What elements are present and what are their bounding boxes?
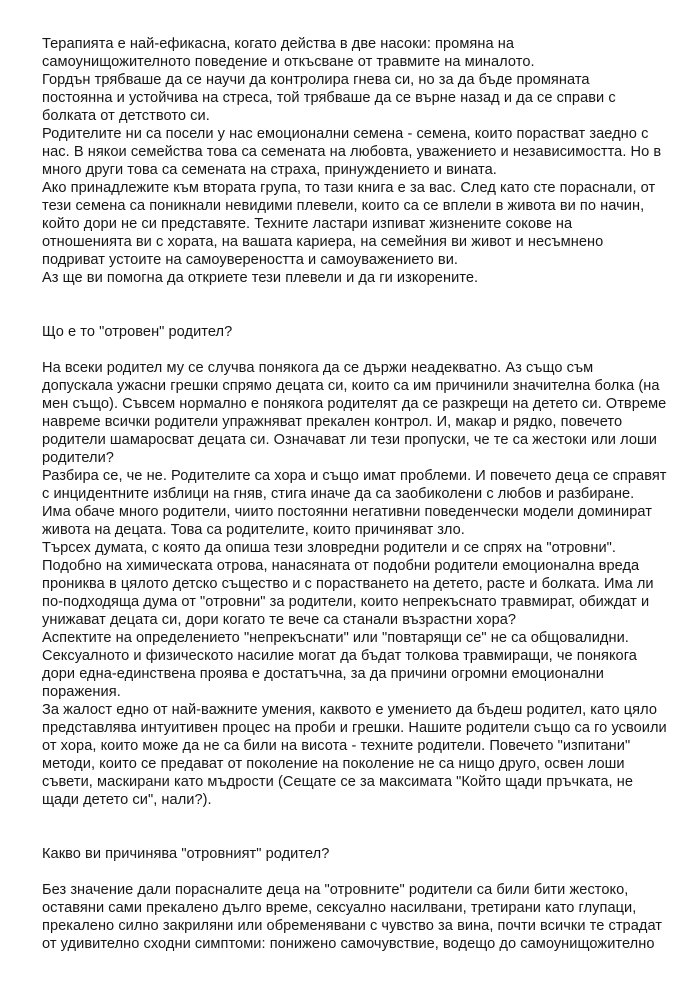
text-line: навреме всички родители упражняват прекален контрол. И, макар и рядко, повечето xyxy=(42,414,623,430)
text-line: от удивително сходни симптоми: понижено самочувствие, водещо до самоунищожително xyxy=(42,936,655,952)
text-line: Гордън трябваше да се научи да контролира гнева си, но за да бъде промяната xyxy=(42,72,590,88)
text-line: На всеки родител му се случва понякога да се държи неадекватно. Аз също съм xyxy=(42,360,594,376)
text-line: щади детето си", нали?). xyxy=(42,792,212,808)
text-line: Има обаче много родители, чиито постоянни негативни поведенчески модели доминират xyxy=(42,504,652,520)
text-line: унижават децата си, дори когато те вече са станали възрастни хора? xyxy=(42,612,517,628)
text-line: допускала ужасни грешки спрямо децата си, които са им причинили значителна болка (на xyxy=(42,378,660,394)
text-line: Аспектите на определението "непрекъснати" или "повтарящи се" не са общовалидни. xyxy=(42,630,629,646)
text-line: подриват устоите на самоувереността и самоуважението ви. xyxy=(42,252,459,268)
text-line: самоунищожителното поведение и откъсване от травмите на миналото. xyxy=(42,54,535,70)
text-line: Подобно на химическата отрова, нанасяната от подобни родители емоционална вреда xyxy=(42,558,640,574)
text-line: болката от детството си. xyxy=(42,108,210,124)
text-line: който дори не си представяте. Техните ластари изпиват жизнените сокове на xyxy=(42,216,573,232)
section-heading: Що е то "отровен" родител? xyxy=(42,324,233,340)
text-line: представлява интуитивен процес на проби и грешки. Нашите родители също са го усвоили xyxy=(42,720,667,736)
text-line: много други това са семената на страха, принуждението и вината. xyxy=(42,162,497,178)
text-line: от хора, които може да не са били на висота - техните родители. Повечето "изпитани" xyxy=(42,738,631,754)
text-line: родители шамаросват децата си. Означават ли тези пропуски, че те са жестоки или лоши xyxy=(42,432,657,448)
text-line: Сексуалното и физическото насилие могат да бъдат толкова травмиращи, че понякога xyxy=(42,648,637,664)
text-line: дори една-единствена проява е достатъчна, за да причини огромни емоционални xyxy=(42,666,604,682)
text-line: съвети, маскирани като мъдрости (Сещате се за максимата "Който щади пръчката, не xyxy=(42,774,634,790)
text-line: родители? xyxy=(42,450,114,466)
text-line: нас. В някои семейства това са семената на любовта, уважението и независимостта. Но в xyxy=(42,144,662,160)
text-line: методи, които се предават от поколение на поколение не са нищо друго, освен лоши xyxy=(42,756,625,772)
text-line: Аз ще ви помогна да откриете тези плевели и да ги изкорените. xyxy=(42,270,479,286)
text-line: прониква в цялото детско същество и с порастването на детето, расте и болката. Има ли xyxy=(42,576,654,592)
text-line: поражения. xyxy=(42,684,121,700)
text-line: Терапията е най-ефикасна, когато действа в две насоки: промяна на xyxy=(42,36,515,52)
text-line: отношенията ви с хората, на вашата кариера, на семейния ви живот и несъмнено xyxy=(42,234,604,250)
text-line: тези семена са поникнали невидими плевели, които са се вплели в живота ви по начин, xyxy=(42,198,645,214)
text-line: Ако принадлежите към втората група, то тази книга е за вас. След като сте пораснали, от xyxy=(42,180,656,196)
text-line: живота на децата. Това са родителите, които причиняват зло. xyxy=(42,522,465,538)
text-line: с инцидентните изблици на гняв, стига иначе да са заобиколени с любов и разбиране. xyxy=(42,486,635,502)
section-heading: Какво ви причинява "отровният" родител? xyxy=(42,846,330,862)
text-line: прекалено силно закриляни или обременявани с чувство за вина, почти всички те страдат xyxy=(42,918,663,934)
text-line: по-подходяща дума от "отровни" за родители, които непрекъснато травмират, обиждат и xyxy=(42,594,650,610)
text-line: За жалост едно от най-важните умения, каквото е умението да бъдеш родител, като цяло xyxy=(42,702,657,718)
text-line: Търсех думата, с която да опиша тези зловредни родители и се спрях на "отровни". xyxy=(42,540,617,556)
text-line: оставяни сами прекалено дълго време, сексуално насилвани, третирани като глупаци, xyxy=(42,900,637,916)
text-line: мен също). Съвсем нормално е понякога родителят да се разкрещи на детето си. Отвреме xyxy=(42,396,667,412)
text-line: Разбира се, че не. Родителите са хора и също имат проблеми. И повечето деца се справят xyxy=(42,468,667,484)
text-line: Без значение дали порасналите деца на "отровните" родители са били бити жестоко, xyxy=(42,882,629,898)
text-line: постоянна и устойчива на стреса, той трябваше да се върне назад и да се справи с xyxy=(42,90,616,106)
text-line: Родителите ни са посели у нас емоционални семена - семена, които порастват заедно с xyxy=(42,126,649,142)
